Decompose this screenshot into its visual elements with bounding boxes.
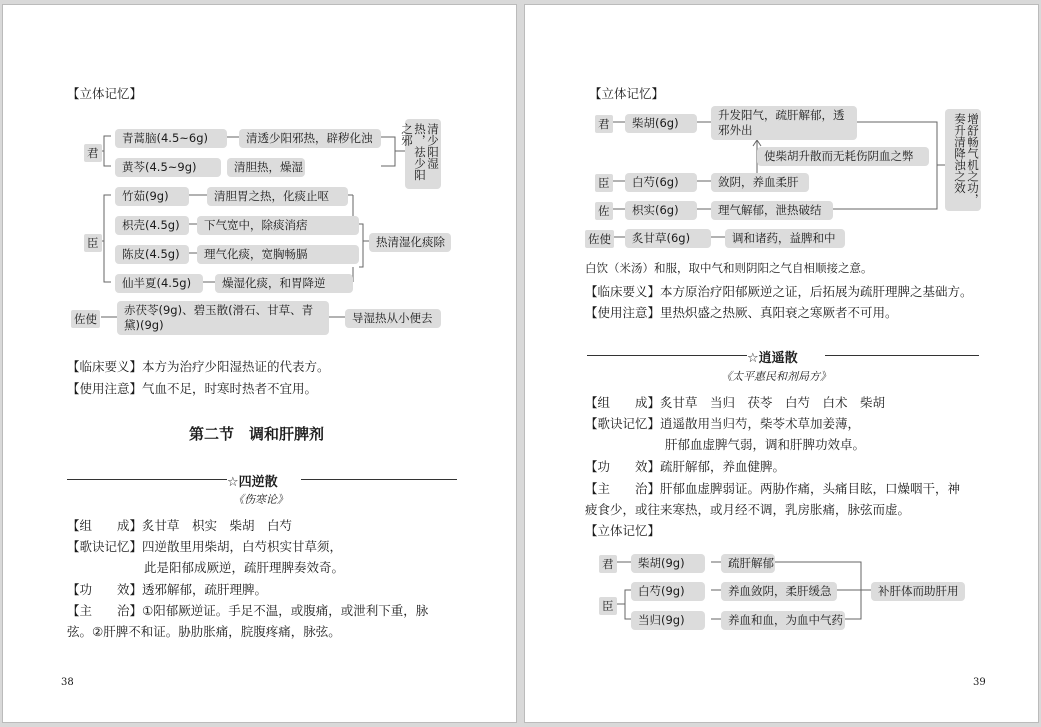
formula-source: 《太平惠民和剂局方》 (721, 370, 831, 383)
herb-box: 黄芩(4.5~9g) (115, 158, 221, 177)
role-jun: 君 (599, 555, 617, 573)
role-jun: 君 (84, 144, 102, 162)
song-line-1: 【歌诀记忆】四逆散里用柴胡，白芍枳实甘草须， (67, 539, 343, 554)
divider (67, 479, 227, 480)
indication-line-1: 【主 治】肝郁血虚脾弱证。两胁作痛，头痛目眩，口燥咽干，神 (585, 481, 961, 496)
indication-line-1: 【主 治】①阳郁厥逆证。手足不温，或腹痛，或泄利下重，脉 (67, 603, 429, 618)
page-number: 38 (61, 677, 74, 688)
divider (825, 355, 979, 356)
effect-box: 补肝体而助肝用 (871, 582, 965, 601)
memory-header-2: 【立体记忆】 (585, 523, 661, 538)
divider (301, 479, 457, 480)
action-box: 下气宽中，除痰消痞 (197, 216, 359, 235)
action-box: 敛阴，养血柔肝 (711, 173, 809, 192)
memory-header: 【立体记忆】 (589, 86, 665, 101)
song-line-2: 此是阳郁成厥逆，疏肝理脾奏效奇。 (144, 560, 345, 575)
herb-box: 柴胡(6g) (625, 114, 697, 133)
role-chen: 臣 (84, 234, 102, 252)
section-title: 第二节 调和肝脾剂 (189, 425, 325, 443)
left-page (2, 4, 517, 723)
role-zuoshi: 佐使 (585, 230, 614, 248)
clinical-note: 【临床要义】本方为治疗少阳湿热证的代表方。 (67, 359, 330, 374)
action-box: 理气解郁，泄热破结 (711, 201, 833, 220)
effect-box: 增舒畅气机之功，奏升清降浊之效 (945, 109, 981, 211)
clinical-note: 【临床要义】本方原治疗阳郁厥逆之证，后拓展为疏肝理脾之基础方。 (585, 284, 973, 299)
formula-source: 《伤寒论》 (233, 493, 288, 506)
action-box: 清透少阳邪热，辟秽化浊 (239, 129, 381, 148)
herb-box: 炙甘草(6g) (625, 229, 711, 248)
composition: 【组 成】炙甘草 当归 茯苓 白芍 白术 柴胡 (585, 395, 886, 410)
herb-box: 柴胡(9g) (631, 554, 705, 573)
action-box: 导湿热从小便去 (345, 309, 441, 328)
herb-box: 仙半夏(4.5g) (115, 274, 203, 293)
role-chen: 臣 (595, 174, 613, 192)
usage-caution: 【使用注意】气血不足，时寒时热者不宜用。 (67, 381, 318, 396)
indication-line-2: 弦。②肝脾不和证。胁肋胀痛，脘腹疼痛，脉弦。 (67, 624, 341, 639)
role-zuo: 佐 (595, 202, 613, 220)
role-zuoshi: 佐使 (71, 310, 100, 328)
herb-box: 当归(9g) (631, 611, 705, 630)
efficacy: 【功 效】疏肝解郁，养血健脾。 (585, 459, 786, 474)
right-page (524, 4, 1039, 723)
effect-box: 清少阳湿热，祛少阳之邪 (405, 119, 441, 189)
memory-header: 【立体记忆】 (67, 86, 143, 101)
action-box: 调和诸药，益脾和中 (725, 229, 845, 248)
action-box: 养血敛阴，柔肝缓急 (721, 582, 837, 601)
page-number: 39 (973, 677, 986, 688)
note-box: 使柴胡升散而无耗伤阴血之弊 (757, 147, 929, 166)
effect-box: 热清湿化痰除 (369, 233, 451, 252)
composition: 【组 成】炙甘草 枳实 柴胡 白芍 (67, 518, 293, 533)
herb-box: 陈皮(4.5g) (115, 245, 189, 264)
role-chen: 臣 (599, 597, 617, 615)
action-box: 清胆热，燥湿 (227, 158, 305, 177)
action-box: 理气化痰，宽胸畅膈 (197, 245, 359, 264)
herb-box: 白芍(9g) (631, 582, 705, 601)
herb-box: 赤茯苓(9g)、碧玉散(滑石、甘草、青黛)(9g) (117, 301, 329, 335)
usage-caution: 【使用注意】里热炽盛之热厥、真阳衰之寒厥者不可用。 (585, 305, 898, 320)
action-box: 清胆胃之热，化痰止呕 (207, 187, 348, 206)
herb-box: 青蒿脑(4.5~6g) (115, 129, 227, 148)
action-box: 燥湿化痰，和胃降逆 (215, 274, 353, 293)
usage-note: 白饮（米汤）和服，取中气和则阴阳之气自相顺接之意。 (585, 261, 873, 275)
song-line-2: 肝郁血虚脾气弱，调和肝脾功效卓。 (665, 437, 866, 452)
role-jun: 君 (595, 115, 613, 133)
formula-name: ☆逍遥散 (747, 351, 798, 366)
action-box: 养血和血，为血中气药 (721, 611, 845, 630)
herb-box: 枳壳(4.5g) (115, 216, 189, 235)
efficacy: 【功 效】透邪解郁，疏肝理脾。 (67, 582, 268, 597)
herb-box: 白芍(6g) (625, 173, 697, 192)
herb-box: 枳实(6g) (625, 201, 697, 220)
divider (587, 355, 747, 356)
indication-line-2: 疲食少，或往来寒热，或月经不调，乳房胀痛，脉弦而虚。 (585, 502, 911, 517)
song-line-1: 【歌诀记忆】逍遥散用当归芍，柴苓术草加姜薄， (585, 416, 861, 431)
herb-box: 竹茹(9g) (115, 187, 189, 206)
formula-name: ☆四逆散 (227, 475, 278, 490)
action-box: 升发阳气，疏肝解郁，透邪外出 (711, 106, 857, 140)
action-box: 疏肝解郁 (721, 554, 775, 573)
